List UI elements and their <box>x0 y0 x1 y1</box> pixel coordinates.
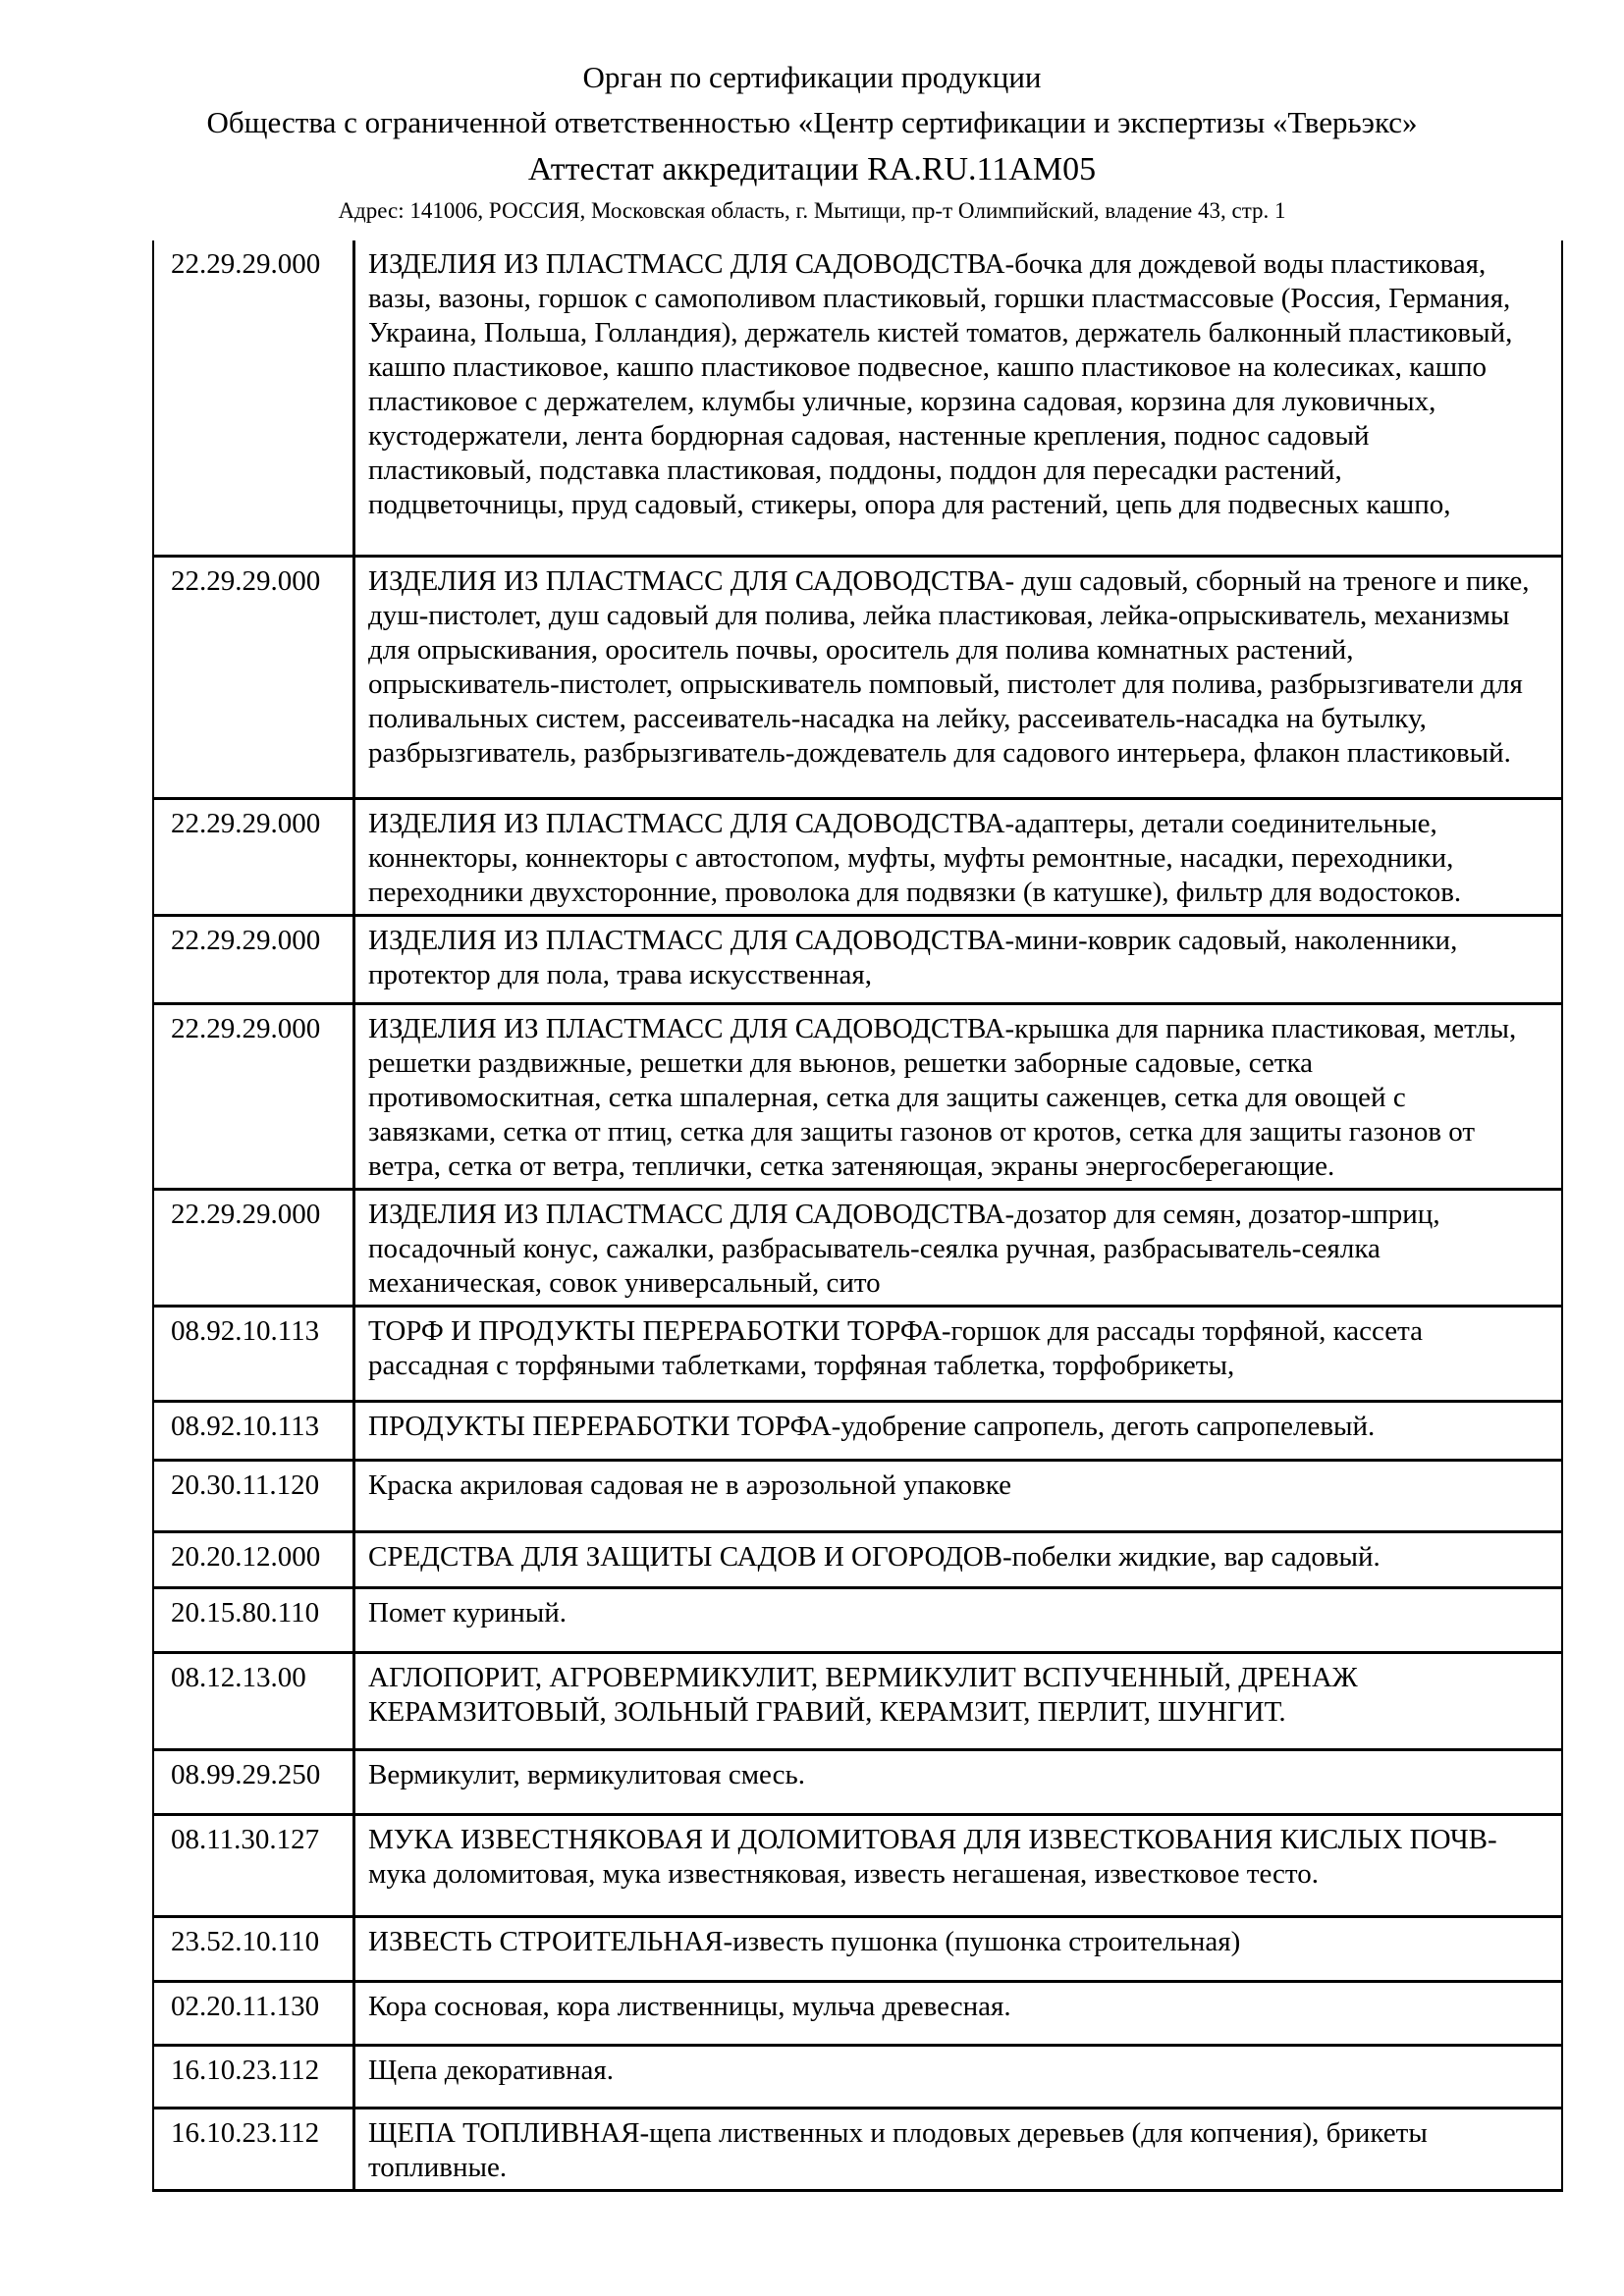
row-code: 08.92.10.113 <box>171 1315 320 1347</box>
row-code: 08.11.30.127 <box>171 1824 320 1855</box>
row-code: 20.20.12.000 <box>171 1541 321 1573</box>
row-code: 22.29.29.000 <box>171 925 321 956</box>
table-row <box>154 1751 1561 1816</box>
table-row <box>154 1462 1561 1533</box>
product-certification-table <box>152 240 1563 2192</box>
table-row <box>154 240 1561 558</box>
row-description: АГЛОПОРИТ, АГРОВЕРМИКУЛИТ, ВЕРМИКУЛИТ ВСПУЧЕННЫЙ, ДРЕНАЖ КЕРАМЗИТОВЫЙ, ЗОЛЬНЫЙ ГРАВИЙ, КЕРАМЗИТ, ПЕРЛИТ, ШУНГИТ. <box>352 1654 1561 1748</box>
row-description: СРЕДСТВА ДЛЯ ЗАЩИТЫ САДОВ И ОГОРОДОВ-побелки жидкие, вар садовый. <box>352 1533 1561 1586</box>
row-code: 23.52.10.110 <box>171 1926 320 1957</box>
row-description: МУКА ИЗВЕСТНЯКОВАЯ И ДОЛОМИТОВАЯ ДЛЯ ИЗВЕСТКОВАНИЯ КИСЛЫХ ПОЧВ-мука доломитовая, мука известняковая, известь негашеная, известковое тесто. <box>352 1816 1561 1915</box>
table-row <box>154 2047 1561 2109</box>
row-description: ИЗДЕЛИЯ ИЗ ПЛАСТМАСС ДЛЯ САДОВОДСТВА-бочка для дождевой воды пластиковая, вазы, вазоны, горшок с самополивом пластиковый, горшки пластмассовые (Россия, Германия, Украина, Польша, Голландия), держатель кистей томатов, держатель балконный пластиковый, кашпо пластиковое, кашпо пластиковое подвесное, кашпо пластиковое на колесиках, кашпо пластиковое с держателем, клумбы уличные, корзина садовая, корзина для луковичных, кустодержатели, лента бордюрная садовая, настенные крепления, поднос садовый пластиковый, подставка пластиковая, поддоны, поддон для пересадки растений, подцветочницы, пруд садовый, стикеры, опора для растений, цепь для подвесных кашпо, <box>352 240 1561 555</box>
row-description: ПРОДУКТЫ ПЕРЕРАБОТКИ ТОРФА-удобрение сапропель, деготь сапропелевый. <box>352 1403 1561 1459</box>
row-description: ИЗДЕЛИЯ ИЗ ПЛАСТМАСС ДЛЯ САДОВОДСТВА-крышка для парника пластиковая, метлы, решетки раздвижные, решетки для вьюнов, решетки заборные садовые, сетка противомоскитная, сетка шпалерная, сетка для защиты саженцев, сетка для овощей с завязками, сетка от птиц, сетка для защиты газонов от кротов, сетка для защиты газонов от ветра, сетка от ветра, теплички, сетка затеняющая, экраны энергосберегающие. <box>352 1005 1561 1188</box>
row-description: ИЗДЕЛИЯ ИЗ ПЛАСТМАСС ДЛЯ САДОВОДСТВА- душ садовый, сборный на треноге и пике, душ-пистолет, душ садовый для полива, лейка пластиковая, лейка-опрыскиватель, механизмы для опрыскивания, ороситель почвы, ороситель для полива комнатных растений, опрыскиватель-пистолет, опрыскиватель помповый, пистолет для полива, разбрызгиватели для поливальных систем, рассеиватель-насадка на лейку, рассеиватель-насадка на бутылку, разбрызгиватель, разбрызгиватель-дождеватель для садового интерьера, флакон пластиковый. <box>352 558 1561 797</box>
row-code: 22.29.29.000 <box>171 1013 321 1044</box>
row-description: Краска акриловая садовая не в аэрозольной упаковке <box>352 1462 1561 1530</box>
row-description: Кора сосновая, кора лиственницы, мульча древесная. <box>352 1983 1561 2044</box>
row-description: Щепа декоративная. <box>352 2047 1561 2107</box>
row-code: 22.29.29.000 <box>171 1199 321 1230</box>
row-description: Вермикулит, вермикулитовая смесь. <box>352 1751 1561 1813</box>
row-code: 02.20.11.130 <box>171 1991 320 2022</box>
row-code: 08.92.10.113 <box>171 1411 320 1442</box>
row-code: 20.30.11.120 <box>171 1469 320 1501</box>
table-row <box>154 1589 1561 1654</box>
header-address: Адрес: 141006, РОССИЯ, Московская область, г. Мытищи, пр-т Олимпийский, владение 43, стр. 1 <box>338 198 1286 223</box>
row-code: 08.12.13.00 <box>171 1662 306 1693</box>
table-row <box>154 1983 1561 2047</box>
table-row <box>154 917 1561 1005</box>
table-row <box>154 2109 1561 2192</box>
header-org-title: Орган по сертификации продукции <box>582 60 1042 94</box>
table-row <box>154 1191 1561 1308</box>
table-row <box>154 1918 1561 1983</box>
table-row <box>154 1533 1561 1589</box>
row-description: ИЗДЕЛИЯ ИЗ ПЛАСТМАСС ДЛЯ САДОВОДСТВА-адаптеры, детали соединительные, коннекторы, коннекторы с автостопом, муфты, муфты ремонтные, насадки, переходники, переходники двухсторонние, проволока для подвязки (в катушке), фильтр для водостоков. <box>352 800 1561 914</box>
row-description: ТОРФ И ПРОДУКТЫ ПЕРЕРАБОТКИ ТОРФА-горшок для рассады торфяной, кассета рассадная с торфяными таблетками, торфяная таблетка, торфобрикеты, <box>352 1308 1561 1400</box>
row-description: ИЗДЕЛИЯ ИЗ ПЛАСТМАСС ДЛЯ САДОВОДСТВА-мини-коврик садовый, наколенники, протектор для пола, трава искусственная, <box>352 917 1561 1002</box>
row-code: 22.29.29.000 <box>171 565 321 597</box>
row-code: 16.10.23.112 <box>171 2055 320 2086</box>
table-row <box>154 800 1561 917</box>
table-row <box>154 1654 1561 1751</box>
header-accreditation: Аттестат аккредитации RA.RU.11АМ05 <box>527 151 1097 187</box>
row-description: ИЗДЕЛИЯ ИЗ ПЛАСТМАСС ДЛЯ САДОВОДСТВА-дозатор для семян, дозатор-шприц, посадочный конус, сажалки, разбрасыватель-сеялка ручная, разбрасыватель-сеялка механическая, совок универсальный, сито <box>352 1191 1561 1305</box>
table-row <box>154 558 1561 800</box>
document-header <box>0 55 1624 228</box>
row-code: 08.99.29.250 <box>171 1759 321 1790</box>
row-code: 22.29.29.000 <box>171 808 321 839</box>
row-description: Помет куриный. <box>352 1589 1561 1651</box>
row-description: ИЗВЕСТЬ СТРОИТЕЛЬНАЯ-известь пушонка (пушонка строительная) <box>352 1918 1561 1980</box>
table-row <box>154 1816 1561 1918</box>
row-code: 22.29.29.000 <box>171 248 321 280</box>
table-row <box>154 1308 1561 1403</box>
row-description: ЩЕПА ТОПЛИВНАЯ-щепа лиственных и плодовых деревьев (для копчения), брикеты топливные. <box>352 2109 1561 2189</box>
table-row <box>154 1005 1561 1191</box>
table-row <box>154 1403 1561 1462</box>
row-code: 20.15.80.110 <box>171 1597 320 1629</box>
header-org-name: Общества с ограниченной ответственностью «Центр сертификации и экспертизы «Тверьэкс» <box>206 105 1418 139</box>
row-code: 16.10.23.112 <box>171 2117 320 2149</box>
